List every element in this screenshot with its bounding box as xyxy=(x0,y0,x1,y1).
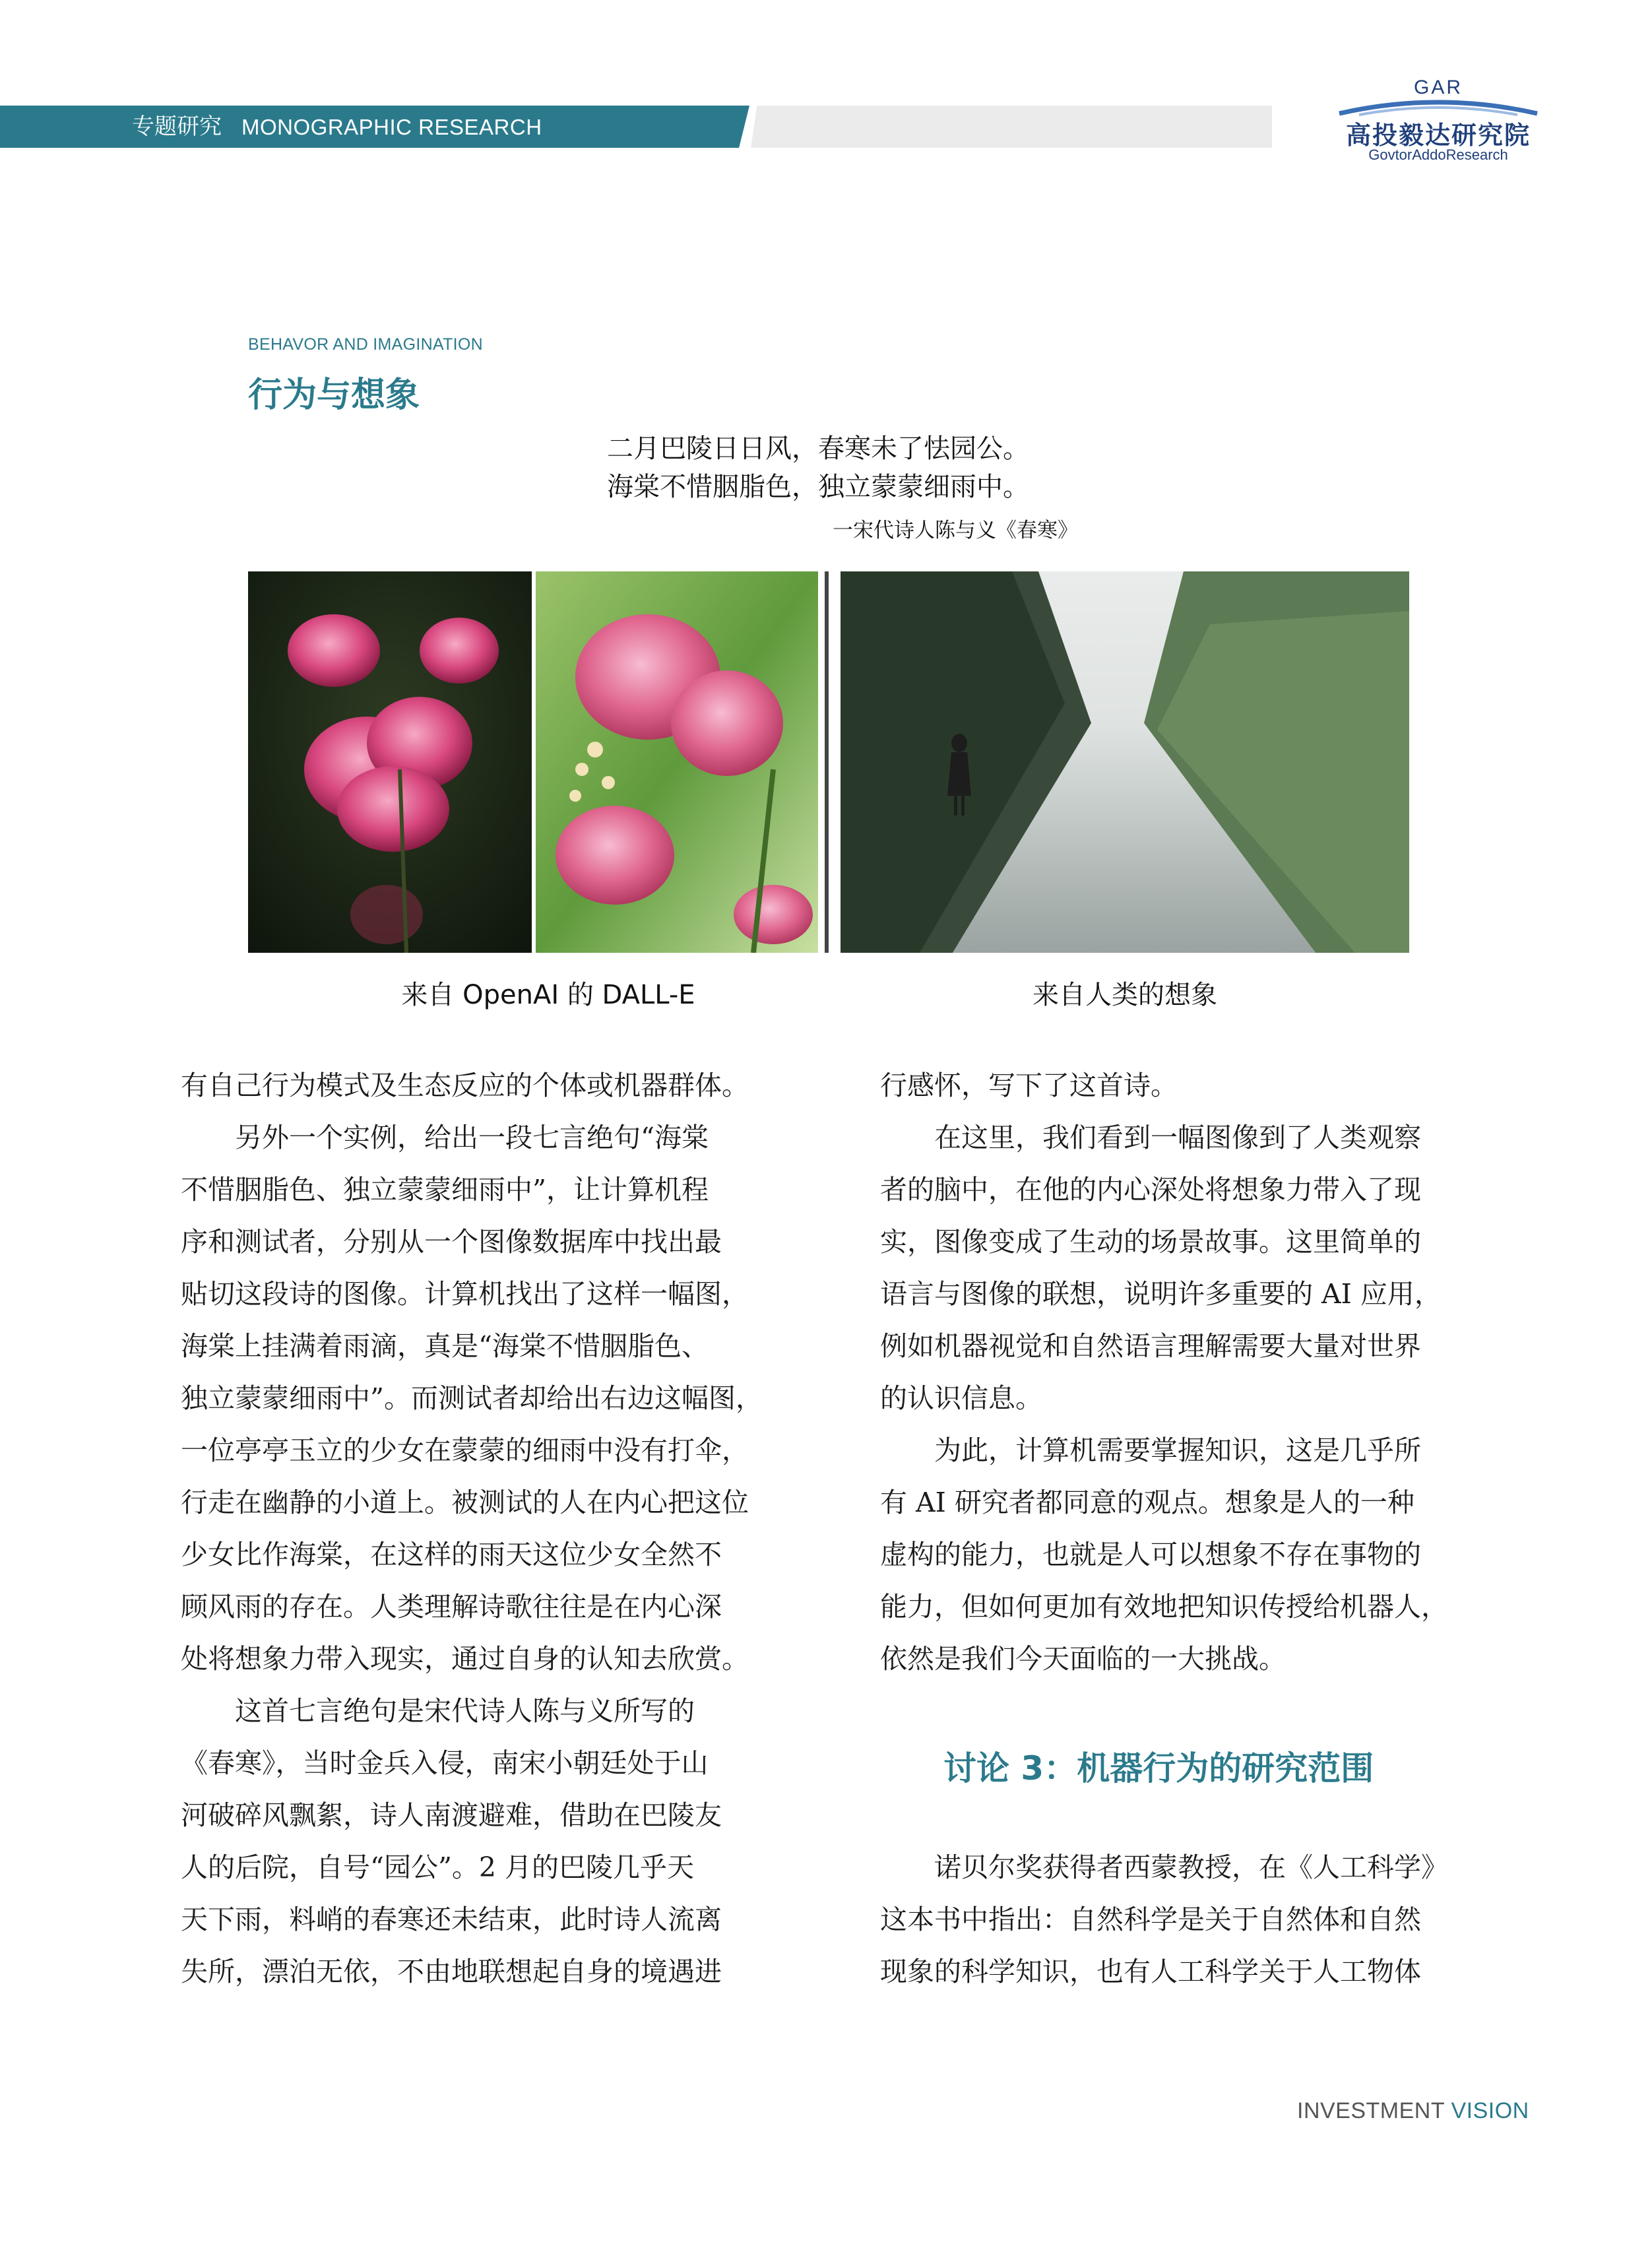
body-paragraph-line: 顾风雨的存在。人类理解诗歌往往是在内心深 xyxy=(181,1591,722,1623)
body-paragraph-line: 行走在幽静的小道上。被测试的人在内心把这位 xyxy=(181,1487,749,1518)
body-paragraph-line: 虚构的能力，也就是人可以想象不存在事物的 xyxy=(880,1539,1421,1570)
body-paragraph-line: 海棠上挂满着雨滴，真是“海棠不惜胭脂色、 xyxy=(181,1330,709,1362)
column-label-en: MONOGRAPHIC RESEARCH xyxy=(241,115,542,139)
body-paragraph-line: 在这里，我们看到一幅图像到了人类观察 xyxy=(880,1122,1421,1153)
body-paragraph-line: 天下雨，料峭的春寒还未结束，此时诗人流离 xyxy=(181,1904,722,1935)
body-paragraph-line: 依然是我们今天面临的一大挑战。 xyxy=(880,1643,1286,1675)
body-paragraph-line: 贴切这段诗的图像。计算机找出了这样一幅图， xyxy=(181,1278,749,1310)
body-paragraph-line: 的认识信息。 xyxy=(880,1382,1042,1414)
logo-subtitle: GovtorAddoResearch xyxy=(1368,146,1508,163)
body-paragraph-line: 有自己行为模式及生态反应的个体或机器群体。 xyxy=(181,1070,749,1101)
body-paragraph-line: 语言与图像的联想，说明许多重要的 AI 应用， xyxy=(880,1278,1442,1310)
poem-line-1: 二月巴陵日日风，春寒未了怯园公。 xyxy=(607,434,1029,464)
body-paragraph-line: 不惜胭脂色、独立蒙蒙细雨中”，让计算机程 xyxy=(181,1174,709,1206)
body-paragraph-line: 能力，但如何更加有效地把知识传授给机器人， xyxy=(880,1591,1448,1623)
body-paragraph-line: 诺贝尔奖获得者西蒙教授，在《人工科学》 xyxy=(880,1851,1448,1883)
footer-prefix: INVESTMENT xyxy=(1297,2098,1451,2123)
poem-attribution: 一宋代诗人陈与义《春寒》 xyxy=(833,519,1078,542)
section-kicker: BEHAVOR AND IMAGINATION xyxy=(248,335,484,354)
body-paragraph-line: 现象的科学知识，也有人工科学关于人工物体 xyxy=(880,1956,1421,1987)
dalle-flower-image-2 xyxy=(536,571,818,953)
body-paragraph-line: 少女比作海棠，在这样的雨天这位少女全然不 xyxy=(181,1539,722,1570)
body-paragraph-line: 有 AI 研究者都同意的观点。想象是人的一种 xyxy=(880,1487,1414,1518)
gar-logo xyxy=(1313,77,1564,169)
body-paragraph-line: 实，图像变成了生动的场景故事。这里简单的 xyxy=(880,1226,1421,1258)
body-paragraph-line: 失所，漂泊无依，不由地联想起自身的境遇进 xyxy=(181,1956,722,1987)
body-paragraph-line: 独立蒙蒙细雨中”。而测试者却给出右边这幅图， xyxy=(181,1382,763,1414)
body-paragraph-line: 这本书中指出：自然科学是关于自然体和自然 xyxy=(880,1904,1421,1935)
image-divider xyxy=(825,571,829,953)
header-band-grey xyxy=(751,106,1272,148)
body-paragraph-line: 例如机器视觉和自然语言理解需要大量对世界 xyxy=(880,1330,1421,1362)
body-paragraph-line: 为此，计算机需要掌握知识，这是几乎所 xyxy=(880,1434,1421,1466)
body-paragraph-line: 行感怀，写下了这首诗。 xyxy=(880,1070,1178,1101)
body-paragraph-line: 者的脑中，在他的内心深处将想象力带入了现 xyxy=(880,1174,1421,1206)
body-paragraph-line: 《春寒》，当时金兵入侵，南宋小朝廷处于山 xyxy=(181,1747,709,1779)
caption-dalle: 来自 OpenAI 的 DALL-E xyxy=(401,980,695,1010)
dalle-flower-image-1 xyxy=(248,571,532,953)
footer-accent: VISION xyxy=(1451,2098,1529,2123)
body-paragraph-line: 一位亭亭玉立的少女在蒙蒙的细雨中没有打伞， xyxy=(181,1434,749,1466)
body-paragraph-line: 人的后院，自号“园公”。2 月的巴陵几乎天 xyxy=(181,1851,695,1883)
logo-name: 高投毅达研究院 xyxy=(1345,121,1531,150)
body-paragraph-line: 另外一个实例，给出一段七言绝句“海棠 xyxy=(181,1122,709,1153)
logo-abbreviation: GAR xyxy=(1413,77,1463,98)
poem-line-2: 海棠不惜胭脂色，独立蒙蒙细雨中。 xyxy=(607,472,1029,502)
body-paragraph-line: 处将想象力带入现实，通过自身的认知去欣赏。 xyxy=(181,1643,749,1675)
caption-human-imagination: 来自人类的想象 xyxy=(1032,980,1217,1010)
body-paragraph-line: 序和测试者，分别从一个图像数据库中找出最 xyxy=(181,1226,722,1258)
logo-arc-icon xyxy=(1333,91,1544,117)
footer-brand xyxy=(1297,2098,1529,2124)
body-paragraph-line: 河破碎风飘絮，诗人南渡避难，借助在巴陵友 xyxy=(181,1799,722,1831)
discussion-heading: 讨论 3：机器行为的研究范围 xyxy=(943,1749,1374,1787)
column-label-cn: 专题研究 xyxy=(132,113,222,140)
rainy-path-image xyxy=(841,571,1409,953)
body-paragraph-line: 这首七言绝句是宋代诗人陈与义所写的 xyxy=(181,1695,695,1727)
section-title: 行为与想象 xyxy=(248,375,420,415)
